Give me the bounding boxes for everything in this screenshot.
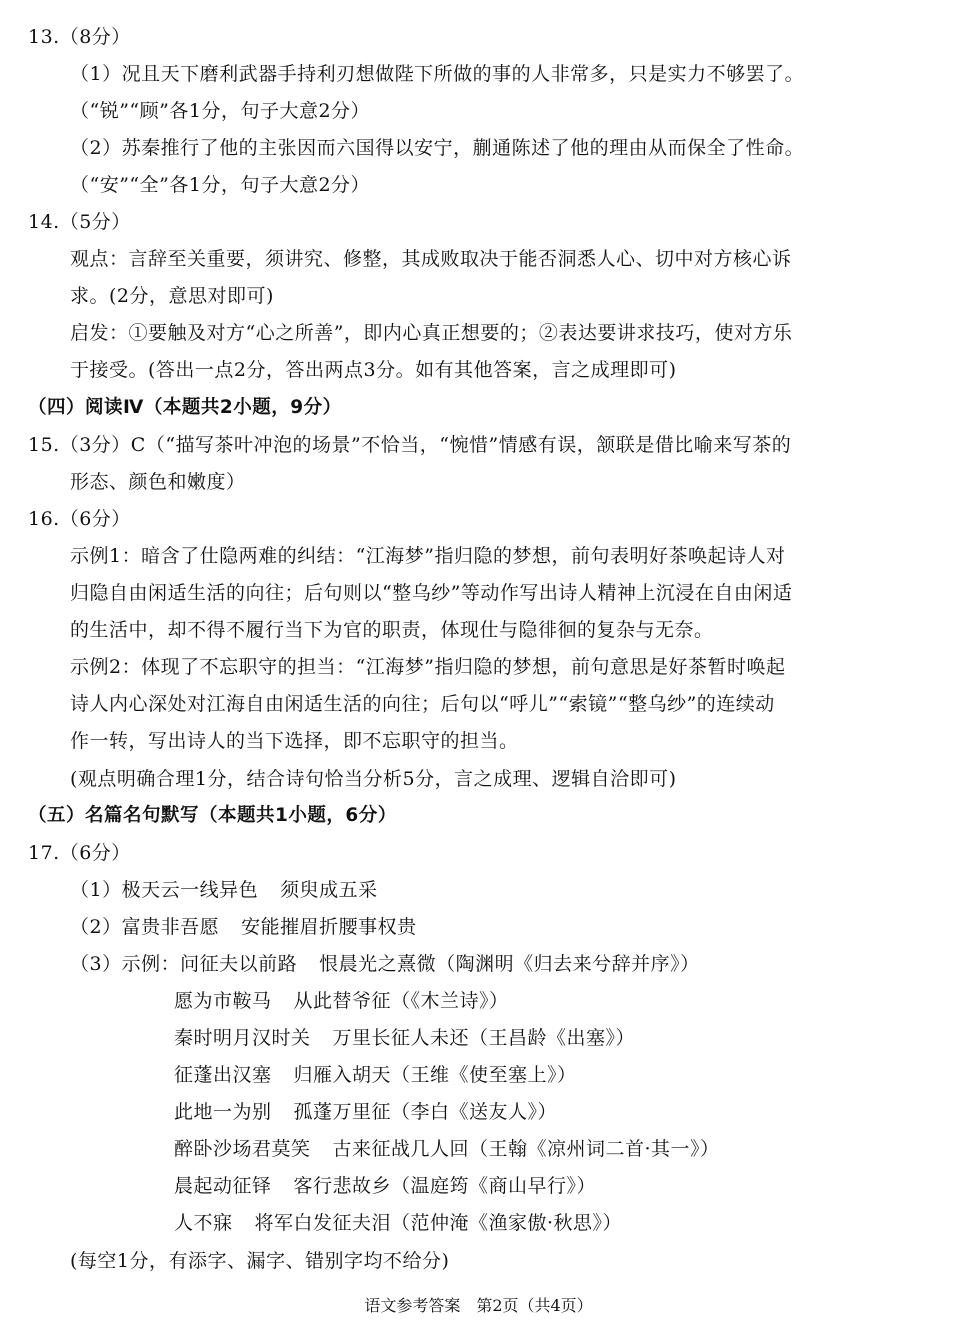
page-footer: 语文参考答案 第2页（共4页） bbox=[364, 1296, 593, 1315]
q17-answer-3-second: 恨晨光之熹微（陶渊明《归去来兮辞并序》） bbox=[319, 953, 700, 975]
q16-example-2-line-3: 作一转，写出诗人的当下选择，即不忘职守的担当。 bbox=[70, 730, 519, 752]
q14-number: 14.（5分） bbox=[28, 211, 131, 233]
q17-example-line bbox=[174, 1136, 720, 1162]
q17-answer-2 bbox=[70, 914, 417, 940]
q17-example-second: 客行悲故乡（温庭筠《商山早行》） bbox=[293, 1175, 597, 1197]
q17-example-line bbox=[174, 1099, 557, 1125]
q17-answer-2-first: （2）富贵非吾愿 bbox=[70, 916, 220, 938]
q17-example-first: 晨起动征铎 bbox=[174, 1175, 272, 1197]
q17-example-first: 征蓬出汉塞 bbox=[174, 1064, 272, 1086]
q17-example-first: 醉卧沙场君莫笑 bbox=[174, 1138, 311, 1160]
q17-score: (每空1分，有添字、漏字、错别字均不给分) bbox=[70, 1250, 450, 1272]
q17-answer-1-first: （1）极天云一线异色 bbox=[70, 879, 259, 901]
q17-answer-3 bbox=[70, 951, 700, 977]
q13-answer-2: （2）苏秦推行了他的主张因而六国得以安宁，蒯通陈述了他的理由从而保全了性命。 bbox=[70, 137, 805, 159]
q17-example-second: 将军白发征夫泪（范仲淹《渔家傲·秋思》） bbox=[254, 1212, 623, 1234]
q17-number: 17.（6分） bbox=[28, 842, 131, 864]
q14-view-line-1: 观点：言辞至关重要，须讲究、修整，其成败取决于能否洞悉人心、切中对方核心诉 bbox=[70, 248, 792, 270]
q13-answer-2-score: （“安”“全”各1分，句子大意2分） bbox=[70, 174, 371, 196]
section-4-heading: （四）阅读Ⅳ（本题共2小题，9分） bbox=[28, 397, 342, 418]
q16-example-1-line-1: 示例1：暗含了仕隐两难的纠结：“江海梦”指归隐的梦想，前句表明好茶唤起诗人对 bbox=[70, 545, 786, 567]
q17-example-line bbox=[174, 988, 509, 1014]
q17-example-second: 归雁入胡天（王维《使至塞上》） bbox=[293, 1064, 577, 1086]
q16-number: 16.（6分） bbox=[28, 508, 131, 530]
q13-answer-1-score: （“锐”“顾”各1分，句子大意2分） bbox=[70, 100, 371, 122]
q17-example-first: 人不寐 bbox=[174, 1212, 233, 1234]
section-5-heading: （五）名篇名句默写（本题共1小题，6分） bbox=[28, 805, 397, 826]
q17-example-first: 此地一为别 bbox=[174, 1101, 272, 1123]
q17-example-second: 古来征战几人回（王翰《凉州词二首·其一》） bbox=[332, 1138, 720, 1160]
q17-example-second: 万里长征人未还（王昌龄《出塞》） bbox=[332, 1027, 636, 1049]
q15-line-1: 15.（3分）C（“描写茶叶冲泡的场景”不恰当，“惋惜”情感有误，颔联是借比喻来写茶的 bbox=[28, 434, 792, 456]
q17-example-line bbox=[174, 1025, 635, 1051]
q14-insight-line-2: 于接受。(答出一点2分，答出两点3分。如有其他答案，言之成理即可) bbox=[70, 359, 677, 381]
q13-number: 13.（8分） bbox=[28, 26, 131, 48]
q16-score: (观点明确合理1分，结合诗句恰当分析5分，言之成理、逻辑自洽即可) bbox=[70, 768, 677, 790]
q17-example-line bbox=[174, 1210, 622, 1236]
q17-example-line bbox=[174, 1173, 596, 1199]
q14-insight-line-1: 启发：①要触及对方“心之所善”，即内心真正想要的；②表达要讲求技巧，使对方乐 bbox=[70, 322, 793, 344]
q16-example-1-line-3: 的生活中，却不得不履行当下为官的职责，体现仕与隐徘徊的复杂与无奈。 bbox=[70, 619, 714, 641]
q15-line-2: 形态、颜色和嫩度） bbox=[70, 471, 246, 493]
q17-answer-3-first: （3）示例：问征夫以前路 bbox=[70, 953, 298, 975]
q17-example-first: 愿为市鞍马 bbox=[174, 990, 272, 1012]
q17-example-second: 从此替爷征（《木兰诗》） bbox=[293, 990, 509, 1012]
q16-example-1-line-2: 归隐自由闲适生活的向往；后句则以“整乌纱”等动作写出诗人精神上沉浸在自由闲适 bbox=[70, 582, 793, 604]
q17-answer-1 bbox=[70, 877, 378, 903]
q14-view-line-2: 求。(2分，意思对即可) bbox=[70, 285, 274, 307]
q17-answer-2-second: 安能摧眉折腰事权贵 bbox=[241, 916, 417, 938]
q16-example-2-line-2: 诗人内心深处对江海自由闲适生活的向往；后句以“呼儿”“索镜”“整乌纱”的连续动 bbox=[70, 693, 775, 715]
q17-example-line bbox=[174, 1062, 577, 1088]
q17-answer-1-second: 须臾成五采 bbox=[280, 879, 378, 901]
q16-example-2-line-1: 示例2：体现了不忘职守的担当：“江海梦”指归隐的梦想，前句意思是好茶暂时唤起 bbox=[70, 656, 786, 678]
q13-answer-1: （1）况且天下磨利武器手持利刃想做陛下所做的事的人非常多，只是实力不够罢了。 bbox=[70, 63, 805, 85]
q17-example-first: 秦时明月汉时关 bbox=[174, 1027, 311, 1049]
q17-example-second: 孤蓬万里征（李白《送友人》） bbox=[293, 1101, 558, 1123]
